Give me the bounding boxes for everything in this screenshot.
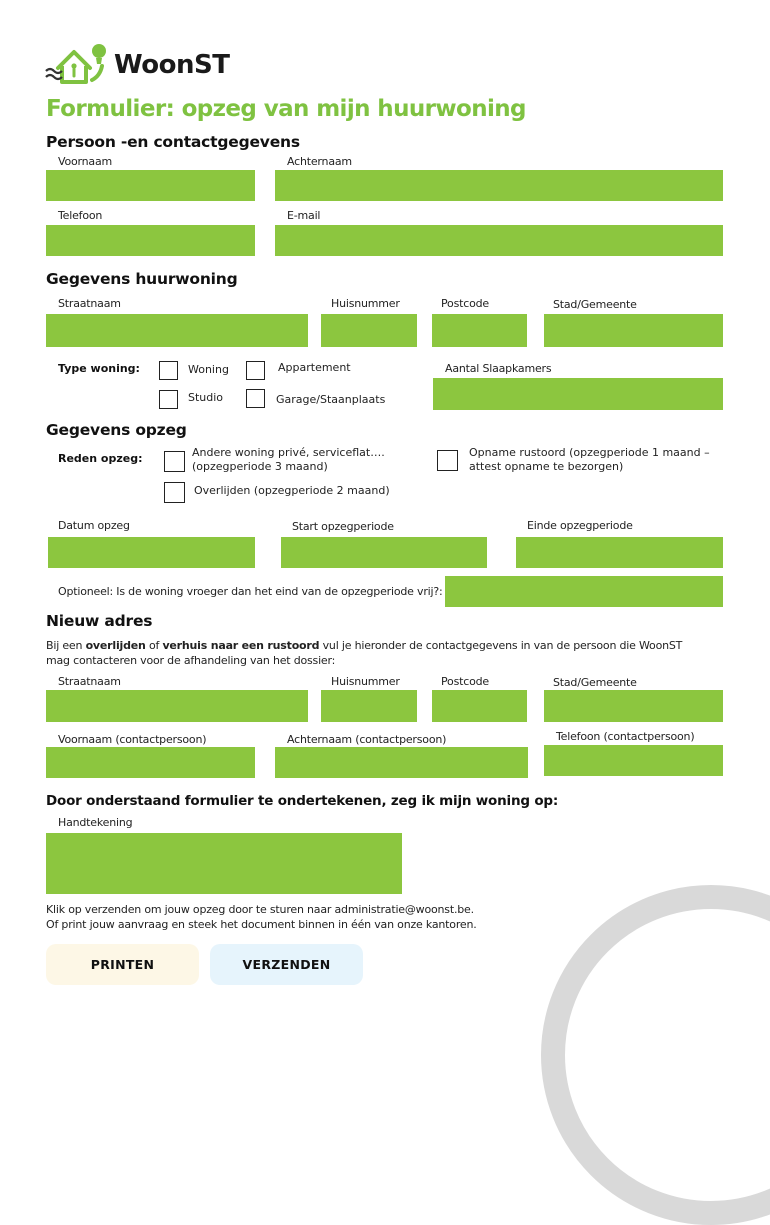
street-label: Straatnaam	[58, 297, 121, 310]
contact-first-name-field[interactable]	[46, 747, 255, 778]
contact-last-name-field[interactable]	[275, 747, 528, 778]
section-heading-rental: Gegevens huurwoning	[46, 270, 238, 288]
end-period-field[interactable]	[516, 537, 723, 568]
contact-phone-field[interactable]	[544, 745, 723, 776]
option-appartement-label: Appartement	[278, 361, 351, 374]
house-number-field[interactable]	[321, 314, 417, 347]
bedrooms-field[interactable]	[433, 378, 723, 410]
street-field[interactable]	[46, 314, 308, 347]
type-woning-label: Type woning:	[58, 362, 140, 375]
email-label: E-mail	[287, 209, 321, 222]
start-period-label: Start opzegperiode	[292, 520, 394, 533]
contact-last-name-label: Achternaam (contactpersoon)	[287, 733, 447, 746]
footer-line-1: Klik op verzenden om jouw opzeg door te sturen naar administratie@woonst.be.	[46, 903, 474, 916]
house-number-label: Huisnummer	[331, 297, 400, 310]
option-garage-label: Garage/Staanplaats	[276, 393, 386, 406]
new-house-number-label: Huisnummer	[331, 675, 400, 688]
checkbox-other-home[interactable]	[164, 451, 185, 472]
last-name-label: Achternaam	[287, 155, 352, 168]
optional-free-field[interactable]	[445, 576, 723, 607]
section-heading-new-address: Nieuw adres	[46, 612, 153, 630]
termination-date-label: Datum opzeg	[58, 519, 130, 532]
new-street-field[interactable]	[46, 690, 308, 722]
signature-label: Handtekening	[58, 816, 133, 829]
optional-free-label: Optioneel: Is de woning vroeger dan het eind van de opzegperiode vrij?:	[58, 585, 443, 598]
checkbox-death[interactable]	[164, 482, 185, 503]
termination-date-field[interactable]	[48, 537, 255, 568]
intro-bold-overlijden: overlijden	[85, 639, 146, 652]
signature-field[interactable]	[46, 833, 402, 894]
postcode-field[interactable]	[432, 314, 527, 347]
intro-bold-rustoord: verhuis naar een rustoord	[162, 639, 320, 652]
new-city-field[interactable]	[544, 690, 723, 722]
checkbox-studio[interactable]	[159, 390, 178, 409]
house-bulb-logo-icon	[44, 42, 112, 88]
city-field[interactable]	[544, 314, 723, 347]
new-city-label: Stad/Gemeente	[553, 676, 637, 689]
new-street-label: Straatnaam	[58, 675, 121, 688]
first-name-field[interactable]	[46, 170, 255, 201]
phone-label: Telefoon	[58, 209, 103, 222]
reason-other-home-label: Andere woning privé, serviceflat…. (opzegperiode 3 maand)	[192, 446, 385, 473]
print-button[interactable]: PRINTEN	[46, 944, 199, 985]
decorative-arc	[541, 885, 770, 1225]
new-house-number-field[interactable]	[321, 690, 417, 722]
checkbox-care-home[interactable]	[437, 450, 458, 471]
reason-death-label: Overlijden (opzegperiode 2 maand)	[194, 484, 390, 497]
reason-care-home-label: Opname rustoord (opzegperiode 1 maand – attest opname te bezorgen)	[469, 446, 710, 473]
new-address-intro: Bij een overlijden of verhuis naar een rustoord vul je hieronder de contactgegevens in van de persoon die WoonST mag contacteren voor de afhandeling van het dossier:	[46, 639, 683, 667]
section-heading-termination: Gegevens opzeg	[46, 421, 187, 439]
checkbox-garage[interactable]	[246, 389, 265, 408]
last-name-field[interactable]	[275, 170, 723, 201]
section-heading-contact: Persoon -en contactgegevens	[46, 133, 300, 151]
option-studio-label: Studio	[188, 391, 224, 404]
new-postcode-field[interactable]	[432, 690, 527, 722]
end-period-label: Einde opzegperiode	[527, 519, 633, 532]
postcode-label: Postcode	[441, 297, 489, 310]
send-button[interactable]: VERZENDEN	[210, 944, 363, 985]
checkbox-woning[interactable]	[159, 361, 178, 380]
email-field[interactable]	[275, 225, 723, 256]
phone-field[interactable]	[46, 225, 255, 256]
section-heading-signature: Door onderstaand formulier te ondertekenen, zeg ik mijn woning op:	[46, 793, 559, 809]
contact-phone-label: Telefoon (contactpersoon)	[556, 730, 695, 743]
new-postcode-label: Postcode	[441, 675, 489, 688]
checkbox-appartement[interactable]	[246, 361, 265, 380]
option-woning-label: Woning	[188, 363, 229, 376]
bedrooms-label: Aantal Slaapkamers	[445, 362, 552, 375]
first-name-label: Voornaam	[58, 155, 113, 168]
reason-label: Reden opzeg:	[58, 452, 143, 465]
page-title: Formulier: opzeg van mijn huurwoning	[46, 96, 526, 122]
contact-first-name-label: Voornaam (contactpersoon)	[58, 733, 207, 746]
logo-text: WoonST	[114, 50, 230, 80]
footer-line-2: Of print jouw aanvraag en steek het document binnen in één van onze kantoren.	[46, 918, 477, 931]
start-period-field[interactable]	[281, 537, 487, 568]
city-label: Stad/Gemeente	[553, 298, 637, 311]
logo	[44, 42, 244, 88]
